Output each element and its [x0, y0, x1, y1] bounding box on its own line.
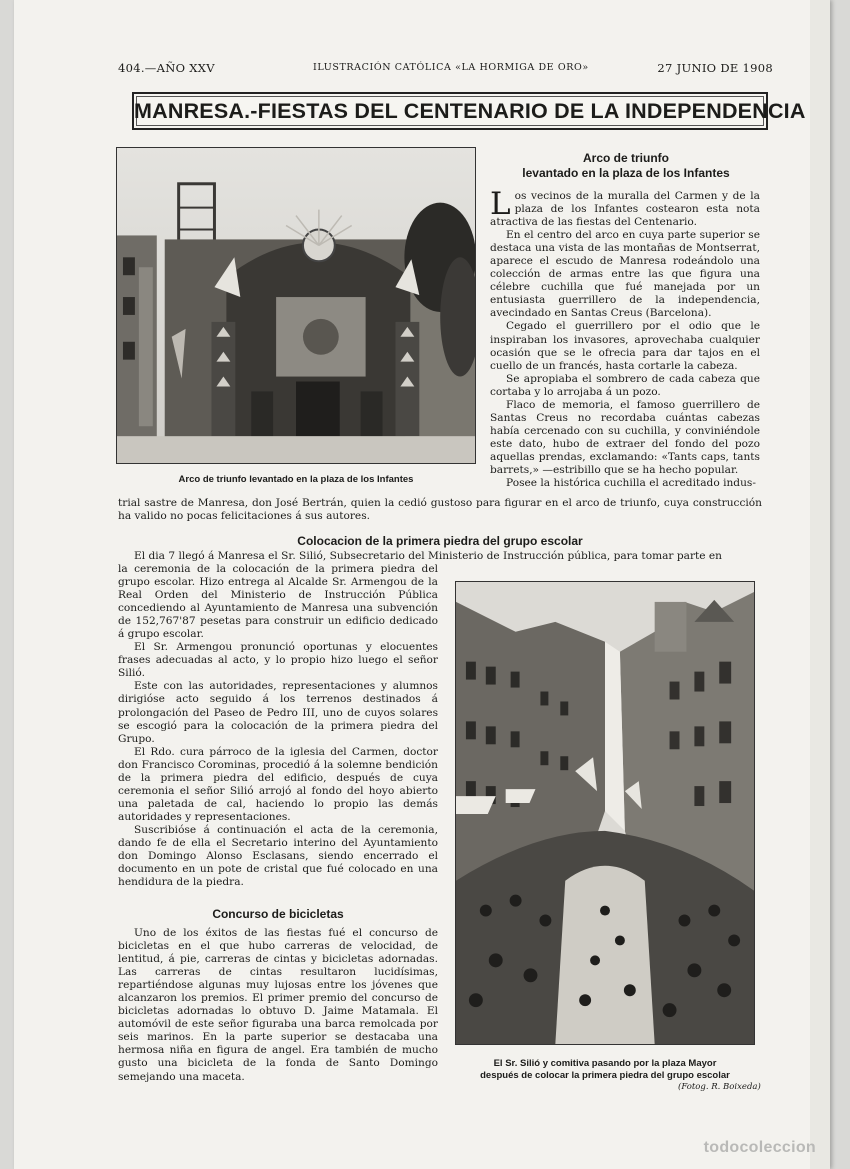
paragraph: Cegado el guerrillero por el odio que le inspiraban los invasores, aprovechaba cualquier ocasión que se le ofrecia para dar tajos en el cuello de un francés, hasta cortarle la cabeza.	[490, 320, 760, 372]
photo-plaza-mayor	[455, 581, 755, 1045]
photo-plaza-mayor-caption: El Sr. Silió y comitiva pasando por la plaza Mayor después de colocar la primera piedra del grupo escolar	[480, 1058, 730, 1081]
page	[14, 0, 830, 1169]
section-body-school	[118, 563, 438, 889]
photo-credit: (Fotog. R. Boixeda)	[678, 1082, 761, 1092]
running-head	[118, 61, 773, 77]
drop-cap: L	[490, 186, 511, 222]
section-lead-school	[118, 550, 762, 563]
section-heading-arch: Arco de triunfo levantado en la plaza de los Infantes	[522, 151, 730, 180]
paragraph: El Sr. Armengou pronunció oportunas y elocuentes frases adecuadas al acto, y lo propio hizo luego el señor Silió.	[118, 641, 438, 680]
paragraph: En el centro del arco en cuya parte superior se destaca una vista de las montañas de Montserrat, aparece el escudo de Manresa rodeándolo una colección de armas entre las que figura una célebre cuchilla que fué manejada por un entusiasta guerrillero de la independencia, avecindado en Santas Creus (Barcelona).	[490, 229, 760, 320]
paragraph: El dia 7 llegó á Manresa el Sr. Silió, Subsecretario del Ministerio de Instrucción pública, para tomar parte en	[134, 550, 723, 562]
photo-arch-caption: Arco de triunfo levantado en la plaza de los Infantes	[178, 474, 414, 485]
paragraph: El Rdo. cura párroco de la iglesia del Carmen, doctor don Francisco Corominas, procedió á la solemne bendición de la primera piedra del edificio, después de cuya ceremonia el señor Silió arrojó al fondo del hoyo abierto una paletada de cal, haciendo lo propio las demás autoridades y representaciones.	[118, 745, 438, 823]
paragraph: Este con las autoridades, representaciones y alumnos dirigióse acto seguido á los terrenos destinados á prolongación del Paseo de Pedro III, uno de cuyos solares se escogió para la colocación de la primera piedra del Grupo.	[118, 680, 438, 745]
page-number-issue: 404.—AÑO XXV	[118, 61, 215, 75]
paragraph: la ceremonia de la colocación de la primera piedra del grupo escolar. Hizo entrega al Alcalde Sr. Armengou de la Real Orden del Ministerio de Instrucción Pública concediendo al Ayuntamiento de Manresa una subvención de 152,767'87 pesetas para construir un edificio dedicado á grupo escolar.	[118, 563, 438, 641]
section-continuation	[118, 497, 762, 523]
section-body-bicycles	[118, 927, 438, 1084]
page-edge	[810, 0, 830, 1169]
publication-name: ILUSTRACIÓN CATÓLICA «LA HORMIGA DE ORO»	[313, 62, 589, 73]
watermark: todocoleccion	[703, 1139, 816, 1156]
issue-date: 27 JUNIO DE 1908	[657, 61, 773, 75]
paragraph: Flaco de memoria, el famoso guerrillero de Santas Creus no recordaba cuántas cabezas había cercenado con su cuchilla, y conviniéndole este dato, hubo de extraer del fondo del pozo aquellas prendas, exclamando: «Tants caps, tants barrets,» —estribillo que se ha hecho popular.	[490, 398, 760, 476]
paragraph: Uno de los éxitos de las fiestas fué el concurso de bicicletas en el que hubo carreras de velocidad, de lentitud, á pie, carreras de cintas y bicicletas adornadas. Las carreras de cintas resultaron lucidísimas, repartiéndose algunas muy lujosas entre los jóvenes que alcanzaron los premios. El primer premio del concurso de bicicletas adornadas lo obtuvo D. Jaime Matamala. El automóvil de este señor figuraba una barca remolcada por seis marinos. En la parte superior se destacaba una hermosa niña en figura de angel. Era también de mucho gusto una bicicleta de la fonda de Santo Domingo semejando una maceta.	[118, 927, 438, 1083]
paragraph: Se apropiaba el sombrero de cada cabeza que cortaba y lo arrojaba á un pozo.	[490, 372, 760, 398]
paragraph: trial sastre de Manresa, don José Bertrán, quien la cedió gustoso para figurar en el arco de triunfo, cuya construcción ha valido no pocas felicitaciones á sus autores.	[118, 497, 762, 523]
article-title: MANRESA.-FIESTAS DEL CENTENARIO DE LA INDEPENDENCIA	[132, 92, 768, 130]
section-body-arch	[490, 186, 760, 490]
photo-arch	[116, 147, 476, 464]
paragraph: os vecinos de la muralla del Carmen y de la plaza de los Infantes costearon esta nota atractiva de las fiestas del Centenario.	[490, 190, 760, 229]
paragraph: Posee la histórica cuchilla el acreditado indus-	[506, 477, 756, 490]
paragraph: Suscribióse á continuación el acta de la ceremonia, dando fe de ella el Secretario interino del Ayuntamiento don Domingo Alonso Esclasans, siendo encerrado el documento en un pote de cristal que fué colocado en una hendidura de la piedra.	[118, 823, 438, 889]
section-heading-bicycles: Concurso de bicicletas	[212, 907, 344, 921]
section-heading-school: Colocacion de la primera piedra del grupo escolar	[297, 534, 583, 548]
